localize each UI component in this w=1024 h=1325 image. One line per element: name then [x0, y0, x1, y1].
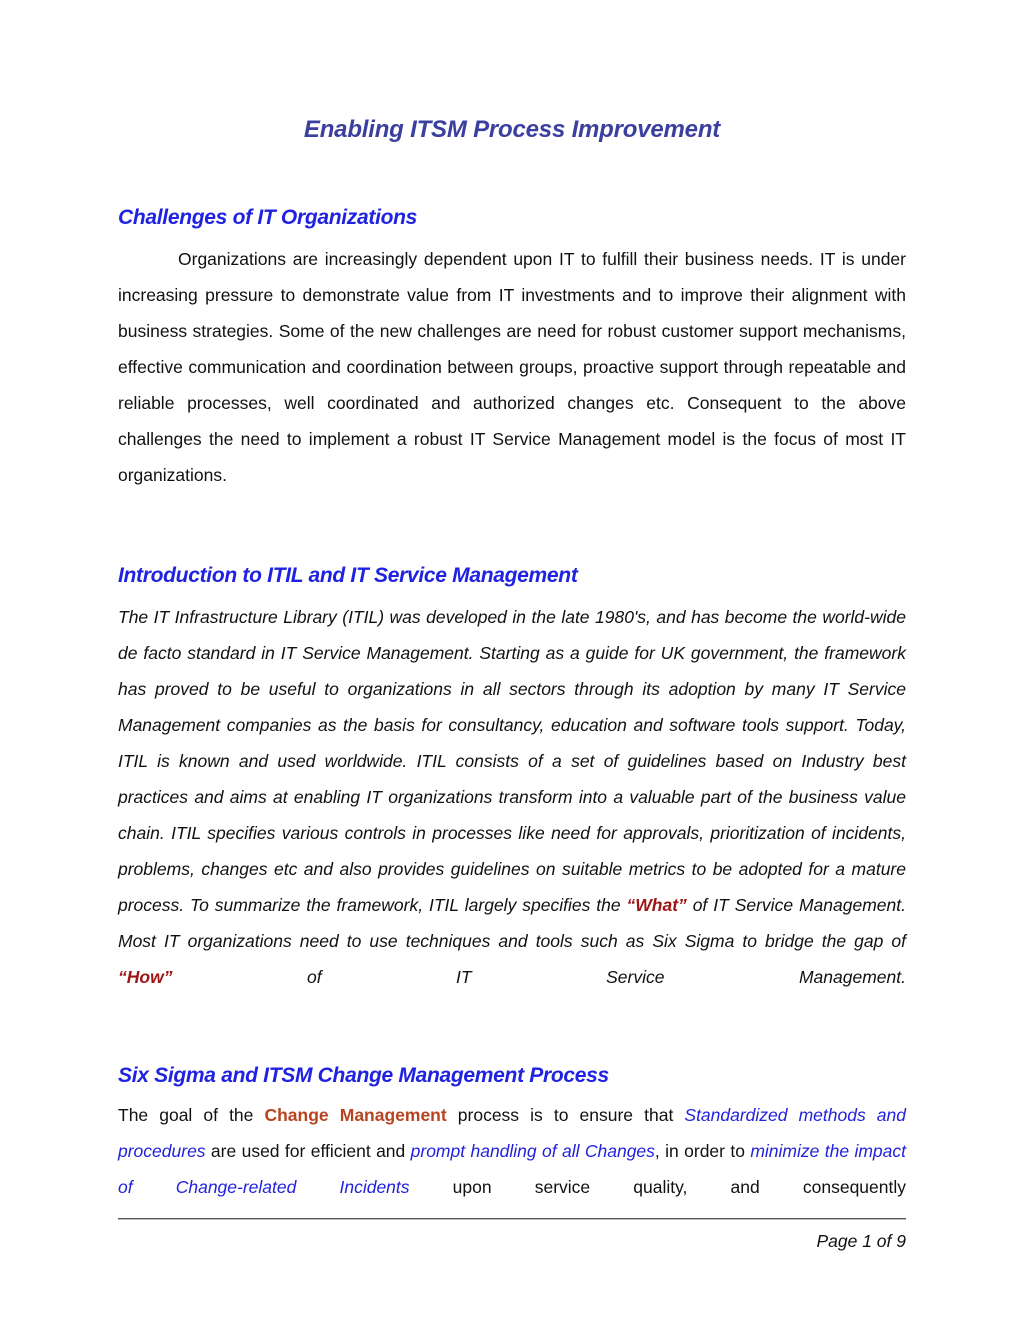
itil-text-part-1: The IT Infrastructure Library (ITIL) was developed in the late 1980's, and has become the world-wide de facto standard in IT Service Management. Starting as a guide for UK government, the framework has proved to be useful to organizations in all sectors through its adoption by many IT Service Management companies as the basis for consultancy, education and software tools support. Today, ITIL is known and used worldwide. ITIL consists of a set of guidelines based on Industry best practices and aims at enabling IT organizations transform into a valuable part of the business value chain. ITIL specifies various controls in processes like need for approvals, prioritization of incidents, problems, changes etc and also provides guidelines on suitable metrics to be adopted for a mature process. To summarize the framework, ITIL largely specifies the [118, 606, 906, 915]
emphasis-minimize-impact: minimize the impact of Change-related Incidents [118, 1141, 906, 1198]
itil-text-part-3: of IT Service Management. [172, 967, 906, 988]
emphasis-change-management: Change Management [264, 1105, 447, 1126]
section-heading-challenges: Challenges of IT Organizations [118, 205, 418, 229]
emphasis-what: “What” [626, 894, 687, 915]
cm-text-part-1: The goal of the [118, 1105, 265, 1126]
document-title: Enabling ITSM Process Improvement [303, 116, 721, 143]
paragraph-challenges: Organizations are increasingly dependent upon IT to fulfill their business needs. IT is under increasing pressure to demonstrate value from IT investments and to improve their alignment with business strategies. Some of the new challenges are need for robust customer support mechanisms, effective communication and coordination between groups, proactive support through repeatable and reliable processes, well coordinated and authorized changes etc. Consequent to the above challenges the need to implement a robust IT Service Management model is the focus of most IT organizations. [118, 248, 906, 486]
cm-text-part-2: process is to ensure that [446, 1105, 685, 1126]
paragraph-itil-intro [118, 589, 906, 1032]
emphasis-prompt-handling: prompt handling of all Changes [410, 1141, 655, 1162]
cm-text-part-5: upon service quality, and consequently [409, 1177, 906, 1198]
itil-text-part-2: of IT Service Management. Most IT organizations need to use techniques and tools such as Six Sigma to bridge the gap of [118, 894, 906, 951]
emphasis-standardized-methods: Standardized methods and procedures [118, 1105, 906, 1162]
emphasis-how: “How” [118, 967, 173, 988]
page-footer [118, 1218, 906, 1253]
cm-text-part-3: are used for efficient and [205, 1141, 411, 1162]
document-body [118, 0, 906, 1241]
cm-text-part-4: , in order to [654, 1141, 751, 1162]
section-heading-itil-intro: Introduction to ITIL and IT Service Management [118, 564, 578, 588]
page-number: Page 1 of 9 [816, 1231, 906, 1251]
section-heading-six-sigma: Six Sigma and ITSM Change Management Process [118, 1064, 609, 1088]
